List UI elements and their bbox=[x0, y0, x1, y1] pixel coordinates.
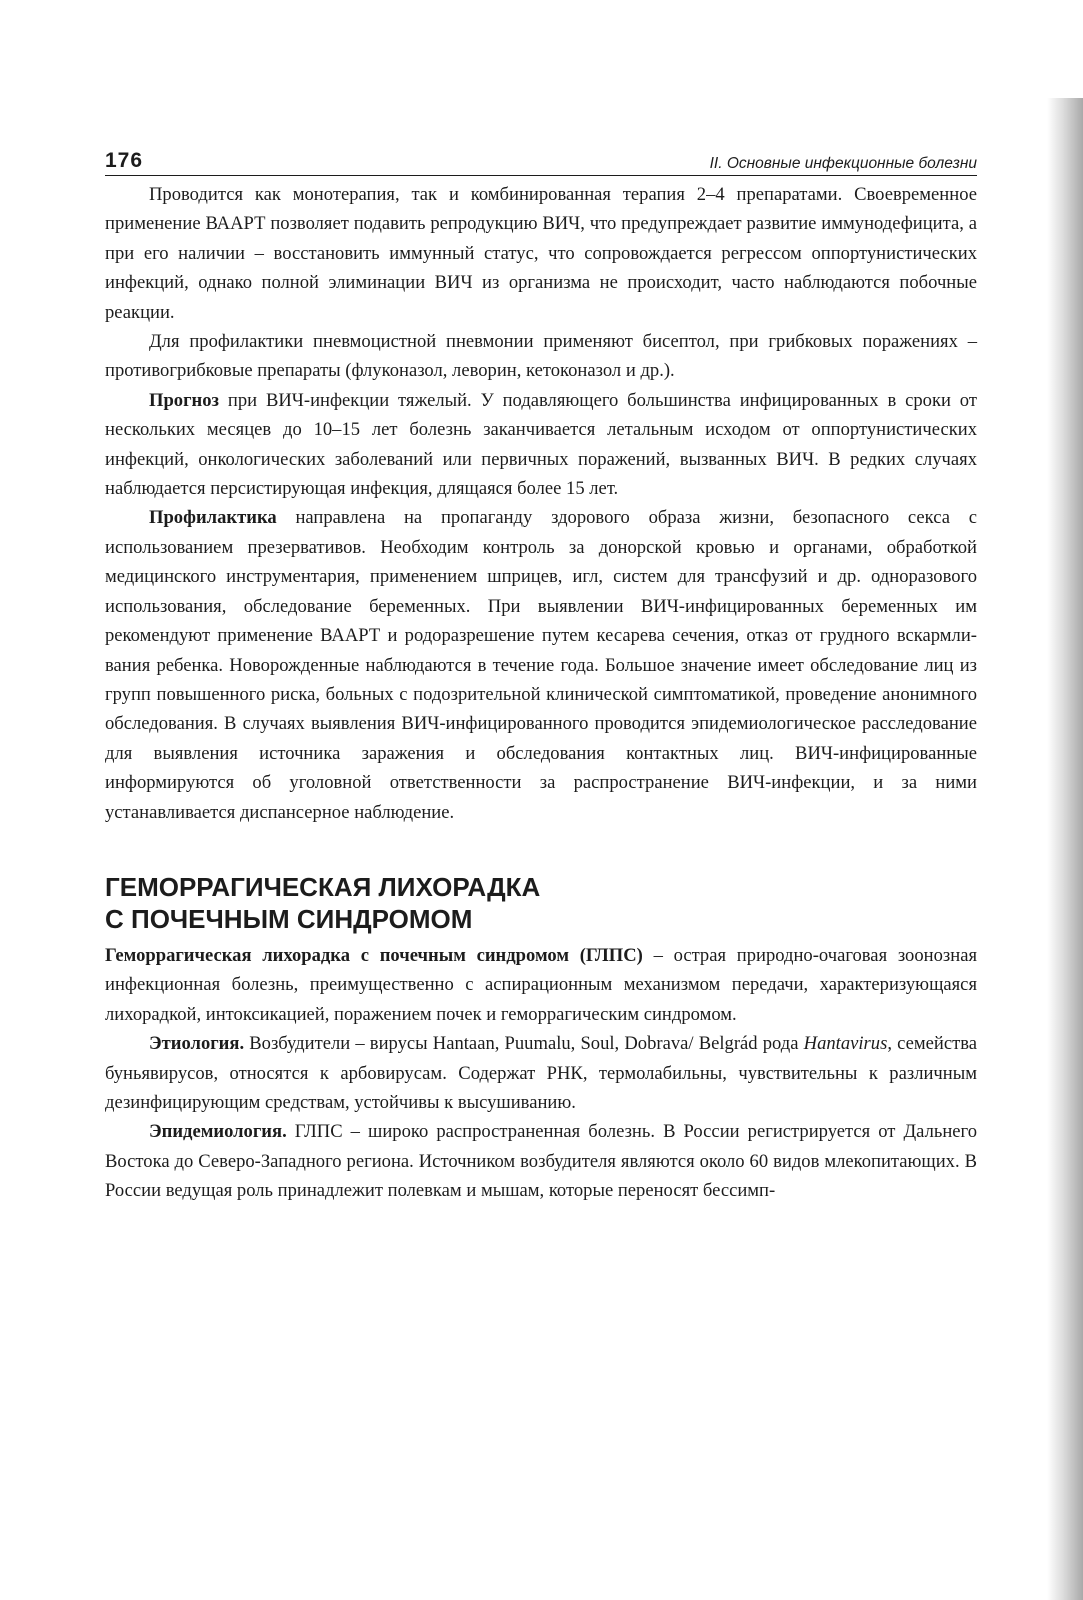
paragraph-etiology: Этиология. Возбудители – вирусы Hantaan, Puumalu, Soul, Dobrava/ Belgrád рода Hantavirus, семейства буньявирусов, относятся к арбовирусам. Содержат РНК, термолабильны, чувствительны к различным дезинфицирующим средствам, устойчивы к высушиванию. bbox=[105, 1033, 977, 1113]
paragraph-definition: Геморрагическая лихорадка с почечным синдромом (ГЛПС) – острая природно-очаговая зоонозная инфекционная болезнь, преимущественно с аспирационным механизмом передачи, характеризующаяся лихорадкой, интоксикацией, поражением почек и геморрагическим синдромом. bbox=[105, 944, 977, 1025]
section-heading-line-1: ГЕМОРРАГИЧЕСКАЯ ЛИХОРАДКА bbox=[105, 871, 541, 902]
body-text bbox=[105, 180, 977, 1206]
lead-term-epidemiology: Эпидемиология. bbox=[149, 1121, 287, 1143]
paragraph-therapy: Проводится как монотерапия, так и комбинированная терапия 2–4 препаратами. Своевременное применение ВААРТ позволяет подавить репродукцию ВИЧ, что предупреждает развитие иммунодефицита, а при его наличии – восстановить иммунный статус, что сопровождается регрессом оппортунистических инфекций, однако полной элиминации ВИЧ из организма не происходит, часто наблюдаются побочные реакции. bbox=[105, 184, 977, 323]
paragraph-prophylaxis-drugs: Для профилактики пневмоцистной пневмонии применяют бисептол, при грибковых поражениях – противогрибковые препараты (флуконазол, леворин, кетоконазол и др.). bbox=[105, 331, 977, 382]
lead-term-definition: Геморрагическая лихорадка с почечным синдромом (ГЛПС) bbox=[105, 944, 643, 966]
section-body bbox=[105, 941, 977, 1206]
paragraph-prognosis: Прогноз при ВИЧ-инфекции тяжелый. У подавляющего большинства инфицированных в сроки от нескольких месяцев до 10–15 лет болезнь заканчивается летальным исходом от оппортунистических инфекций, онкологических заболеваний или первичных поражений, вызванных ВИЧ. В редких случаях наблюдается персистирующая инфекция, длящаяся более 15 лет. bbox=[105, 389, 977, 500]
page-edge-shadow bbox=[1047, 98, 1083, 1600]
paragraph-prevention: Профилактика направлена на пропаганду здорового образа жизни, безопасного секса с использованием презервативов. Необходим контроль за донорской кровью и органами, обработкой медицинского инструментария, применением шприцев, игл, систем для трансфузий и др. одноразового использования, обследование беременных. При выявлении ВИЧ-инфицированных беременных им рекомендуют применение ВААРТ и родоразрешение путем кесарева сечения, отказ от грудного вскармливания ребенка. Новорожденные наблюдаются в течение года. Большое значение имеет обследование лиц из групп повышенного риска, больных с подозрительной клинической симптоматикой, проведение анонимного обследования. В случаях выявления ВИЧ-инфицированного проводится эпидемиологическое расследование для выявления источника заражения и обследования контактных лиц. ВИЧ-инфицированные информируются об уголовной ответственности за распространение ВИЧ-инфекции, и за ними устанавливается диспансерное наблюдение. bbox=[105, 507, 977, 823]
lead-term-prevention: Профилактика bbox=[149, 507, 277, 529]
section-heading-line-2: С ПОЧЕЧНЫМ СИНДРОМОМ bbox=[105, 903, 473, 934]
lead-term-prognosis: Прогноз bbox=[149, 389, 220, 411]
section-heading bbox=[105, 871, 977, 935]
running-title: II. Основные инфекционные болезни bbox=[709, 155, 977, 172]
page-header bbox=[105, 145, 977, 176]
page-number: 176 bbox=[105, 149, 144, 172]
book-page bbox=[105, 145, 977, 1206]
genus-name: Hantavirus bbox=[803, 1033, 888, 1055]
lead-term-etiology: Этиология. bbox=[149, 1033, 245, 1055]
paragraph-epidemiology: Эпидемиология. ГЛПС – широко распространенная болезнь. В России регистрируется от Дальнего Востока до Северо-Западного региона. Источником возбудителя являются около 60 видов млекопитающих. В России ведущая роль принадлежит полевкам и мышам, которые переносят бессимп- bbox=[105, 1121, 977, 1202]
